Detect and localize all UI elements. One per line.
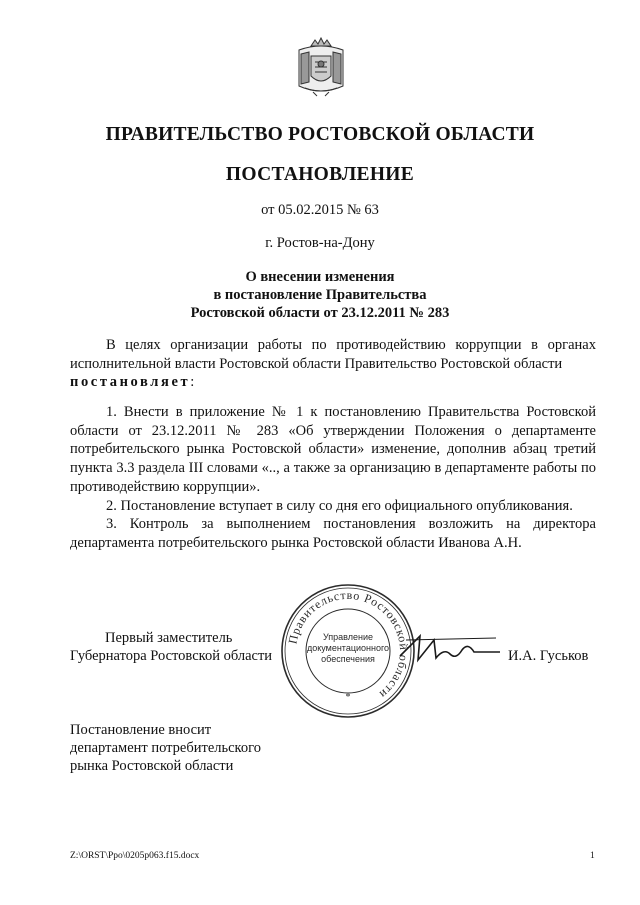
date-number: от 05.02.2015 № 63 [261,202,379,218]
subject-title [0,268,640,322]
resolves-colon: : [190,374,195,391]
resolution-items [70,403,596,553]
list-item: 2. Постановление вступает в силу со дня его официального опубликования. [106,497,573,514]
stamp-inner-line: Управление [322,632,374,642]
subject-line: О внесении изменения [245,269,395,285]
list-item: 3. Контроль за выполнением постановления возложить на директора департамента потребительского рынка Ростовской области Иванова А.Н. [70,516,596,551]
subject-line: Ростовской области от 23.12.2011 № 283 [190,305,450,321]
page-number: 1 [590,851,595,861]
preamble-text: В целях организации работы по противодействию коррупции в органах исполнительной власти Ростовской области Правительство Ростовской области [70,337,596,372]
list-item: 1. Внести в приложение № 1 к постановлению Правительства Ростовской области от 23.12.2011 № 283 «Об утверждении Положения о департаменте потребительского рынка Ростовской области» изменение, дополнив абзац третий пункта 3.3 раздела III словами «.., а также за организацию в департаменте работы по противодействию коррупции». [70,404,596,495]
signatory-name: И.А. Гуськов [508,648,589,664]
submitter-block: Постановление вносит департамент потребительского рынка Ростовской области [70,722,261,774]
document-type: ПОСТАНОВЛЕНИЕ [225,164,415,185]
stamp-inner-line: документационного [306,643,390,653]
resolves-word: постановляет [70,374,191,391]
stamp-inner-line: обеспечения [321,654,375,664]
svg-text:*: * [345,692,351,703]
subject-line: в постановление Правительства [213,287,427,303]
coat-of-arms-icon [291,36,351,98]
signatory-position: Первый заместитель [105,630,233,646]
org-title: ПРАВИТЕЛЬСТВО РОСТОВСКОЙ ОБЛАСТИ [105,124,535,145]
signatory-position: Губернатора Ростовской области [70,648,273,664]
handwritten-signature [396,630,506,670]
city: г. Ростов-на-Дону [265,235,375,251]
preamble [70,336,596,392]
stamp-ring-text: Правительство Ростовской области [285,587,412,702]
file-path: Z:\ORST\Ppo\0205p063.f15.docx [70,851,200,861]
